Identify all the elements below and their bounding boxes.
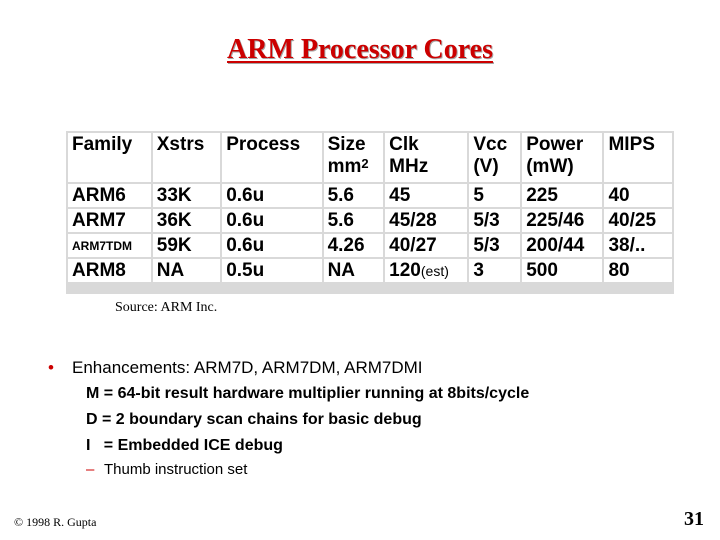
cell-clk: 40/27 <box>384 233 468 258</box>
cell-xstrs: 36K <box>152 208 221 233</box>
cell-process: 0.6u <box>221 233 322 258</box>
cell-size: 4.26 <box>323 233 385 258</box>
cell-family: ARM7 <box>67 208 152 233</box>
sub-bullet-thumb <box>86 461 247 478</box>
cell-process: 0.6u <box>221 208 322 233</box>
cell-mips: 80 <box>603 258 673 283</box>
detail-m: M = 64-bit result hardware multiplier running at 8bits/cycle <box>86 385 530 402</box>
table-row <box>67 258 673 283</box>
bullet-text: Enhancements: ARM7D, ARM7DM, ARM7DMI <box>72 358 423 377</box>
header-clk: Clk MHz <box>384 132 468 183</box>
detail-i: I = Embedded ICE debug <box>86 437 283 454</box>
cell-mips: 38/.. <box>603 233 673 258</box>
cell-clk: 120(est) <box>384 258 468 283</box>
header-mips: MIPS <box>603 132 673 183</box>
cell-process: 0.5u <box>221 258 322 283</box>
cell-vcc: 5/3 <box>468 208 521 233</box>
cell-mips: 40 <box>603 183 673 208</box>
cell-size: NA <box>323 258 385 283</box>
header-size: Size $mm^2$ <box>323 132 385 183</box>
header-power: Power (mW) <box>521 132 603 183</box>
dash-icon: – <box>86 461 95 478</box>
cell-family: ARM8 <box>67 258 152 283</box>
table-row <box>67 208 673 233</box>
cell-power: 225 <box>521 183 603 208</box>
header-family: Family <box>67 132 152 183</box>
cell-size: 5.6 <box>323 183 385 208</box>
cell-clk: 45 <box>384 183 468 208</box>
header-vcc: Vcc (V) <box>468 132 521 183</box>
cell-xstrs: 59K <box>152 233 221 258</box>
sub-bullet-text: Thumb instruction set <box>104 461 248 478</box>
cell-power: 200/44 <box>521 233 603 258</box>
cell-vcc: 5/3 <box>468 233 521 258</box>
bullet-enhancements <box>48 358 423 378</box>
table-row <box>67 183 673 208</box>
superscript-2: 2 <box>361 156 369 171</box>
cell-power: 225/46 <box>521 208 603 233</box>
cores-table <box>66 131 674 284</box>
table-row <box>67 233 673 258</box>
slide-title: ARM Processor Cores <box>227 34 493 65</box>
cell-clk: 45/28 <box>384 208 468 233</box>
cell-size: 5.6 <box>323 208 385 233</box>
copyright-footer: © 1998 R. Gupta <box>14 515 97 529</box>
page-number: 31 <box>684 508 704 530</box>
table-header-row <box>67 132 673 183</box>
bullet-dot-icon: • <box>48 358 54 377</box>
cell-mips: 40/25 <box>603 208 673 233</box>
header-process: Process <box>221 132 322 183</box>
cell-power: 500 <box>521 258 603 283</box>
cell-process: 0.6u <box>221 183 322 208</box>
cell-vcc: 3 <box>468 258 521 283</box>
cell-vcc: 5 <box>468 183 521 208</box>
detail-d: D = 2 boundary scan chains for basic debug <box>86 411 422 428</box>
cell-xstrs: NA <box>152 258 221 283</box>
cell-xstrs: 33K <box>152 183 221 208</box>
cores-table-container <box>66 131 674 294</box>
header-xstrs: Xstrs <box>152 132 221 183</box>
cell-family: ARM6 <box>67 183 152 208</box>
source-note: Source: ARM Inc. <box>115 300 218 315</box>
cell-family: ARM7TDM <box>67 233 152 258</box>
